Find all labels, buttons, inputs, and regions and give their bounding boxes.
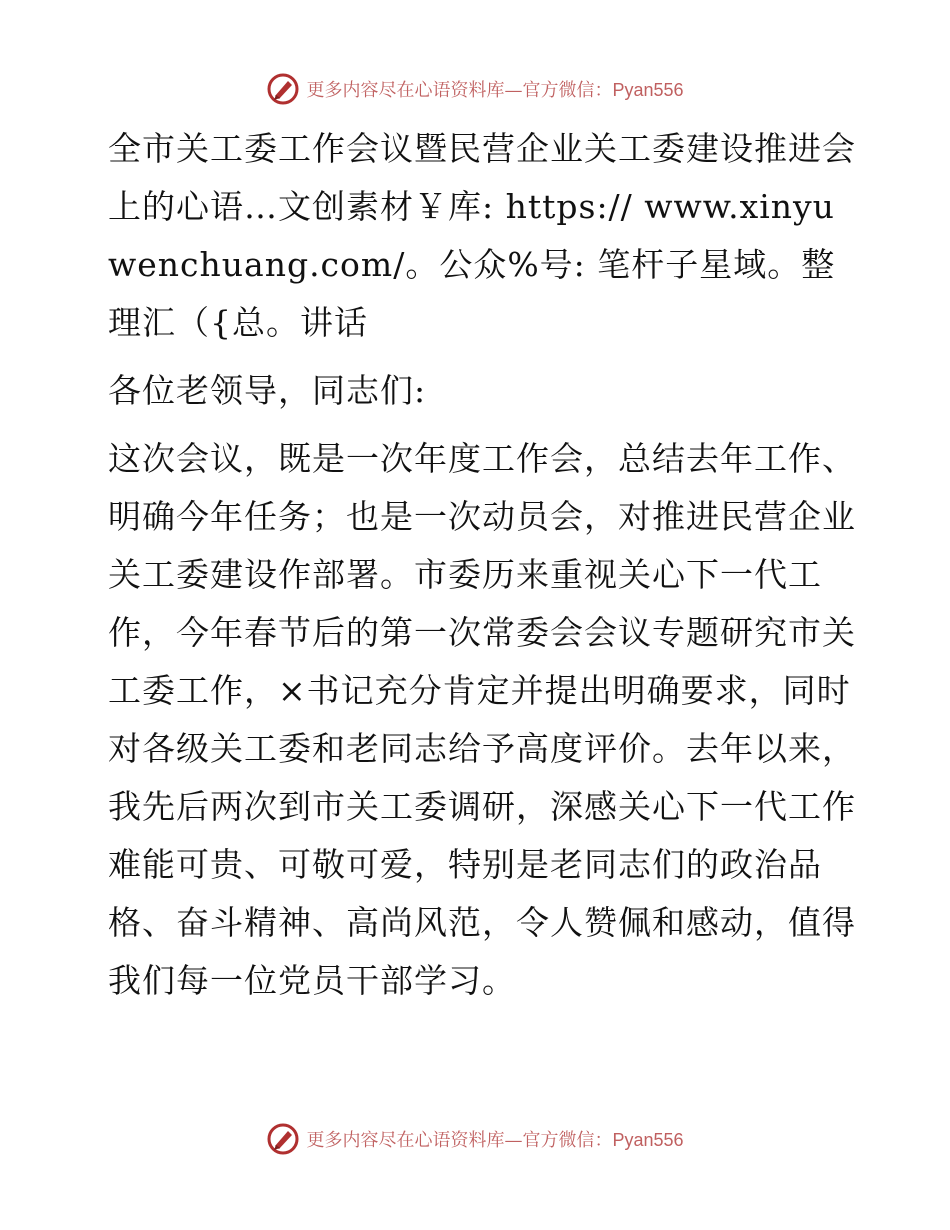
document-title-line: 全市关工委工作会议暨民营企业关工委建设推进会上的心语…文创素材￥库: https:// www.xinyuwenchuang.com/。公众%号: 笔杆子星域。整理汇（{总。讲话 xyxy=(108,129,856,342)
body-paragraph: 这次会议，既是一次年度工作会，总结去年工作、明确今年任务；也是一次动员会，对推进民营企业关工委建设作部署。市委历来重视关心下一代工作，今年春节后的第一次常委会会议专题研究市关工委工作，×书记充分肯定并提出明确要求，同时对各级关工委和老同志给予高度评价。去年以来，我先后两次到市关工委调研，深感关心下一代工作难能可贵、可敬可爱，特别是老同志们的政治品格、奋斗精神、高尚风范，令人赞佩和感动，值得我们每一位党员干部学习。 xyxy=(108,439,856,1000)
watermark-account: Pyan556 xyxy=(612,1130,684,1150)
salutation: 各位老领导，同志们: xyxy=(108,371,427,410)
document-body xyxy=(98,120,858,1010)
watermark-text: 更多内容尽在心语资料库—官方微信：Pyan556 xyxy=(306,1130,684,1151)
watermark-account: Pyan556 xyxy=(612,80,684,100)
watermark-text: 更多内容尽在心语资料库—官方微信：Pyan556 xyxy=(306,80,684,101)
pen-logo-icon xyxy=(266,72,300,106)
header-watermark-banner xyxy=(0,72,950,106)
pen-logo-icon xyxy=(266,1122,300,1156)
footer-watermark-banner xyxy=(0,1122,950,1156)
